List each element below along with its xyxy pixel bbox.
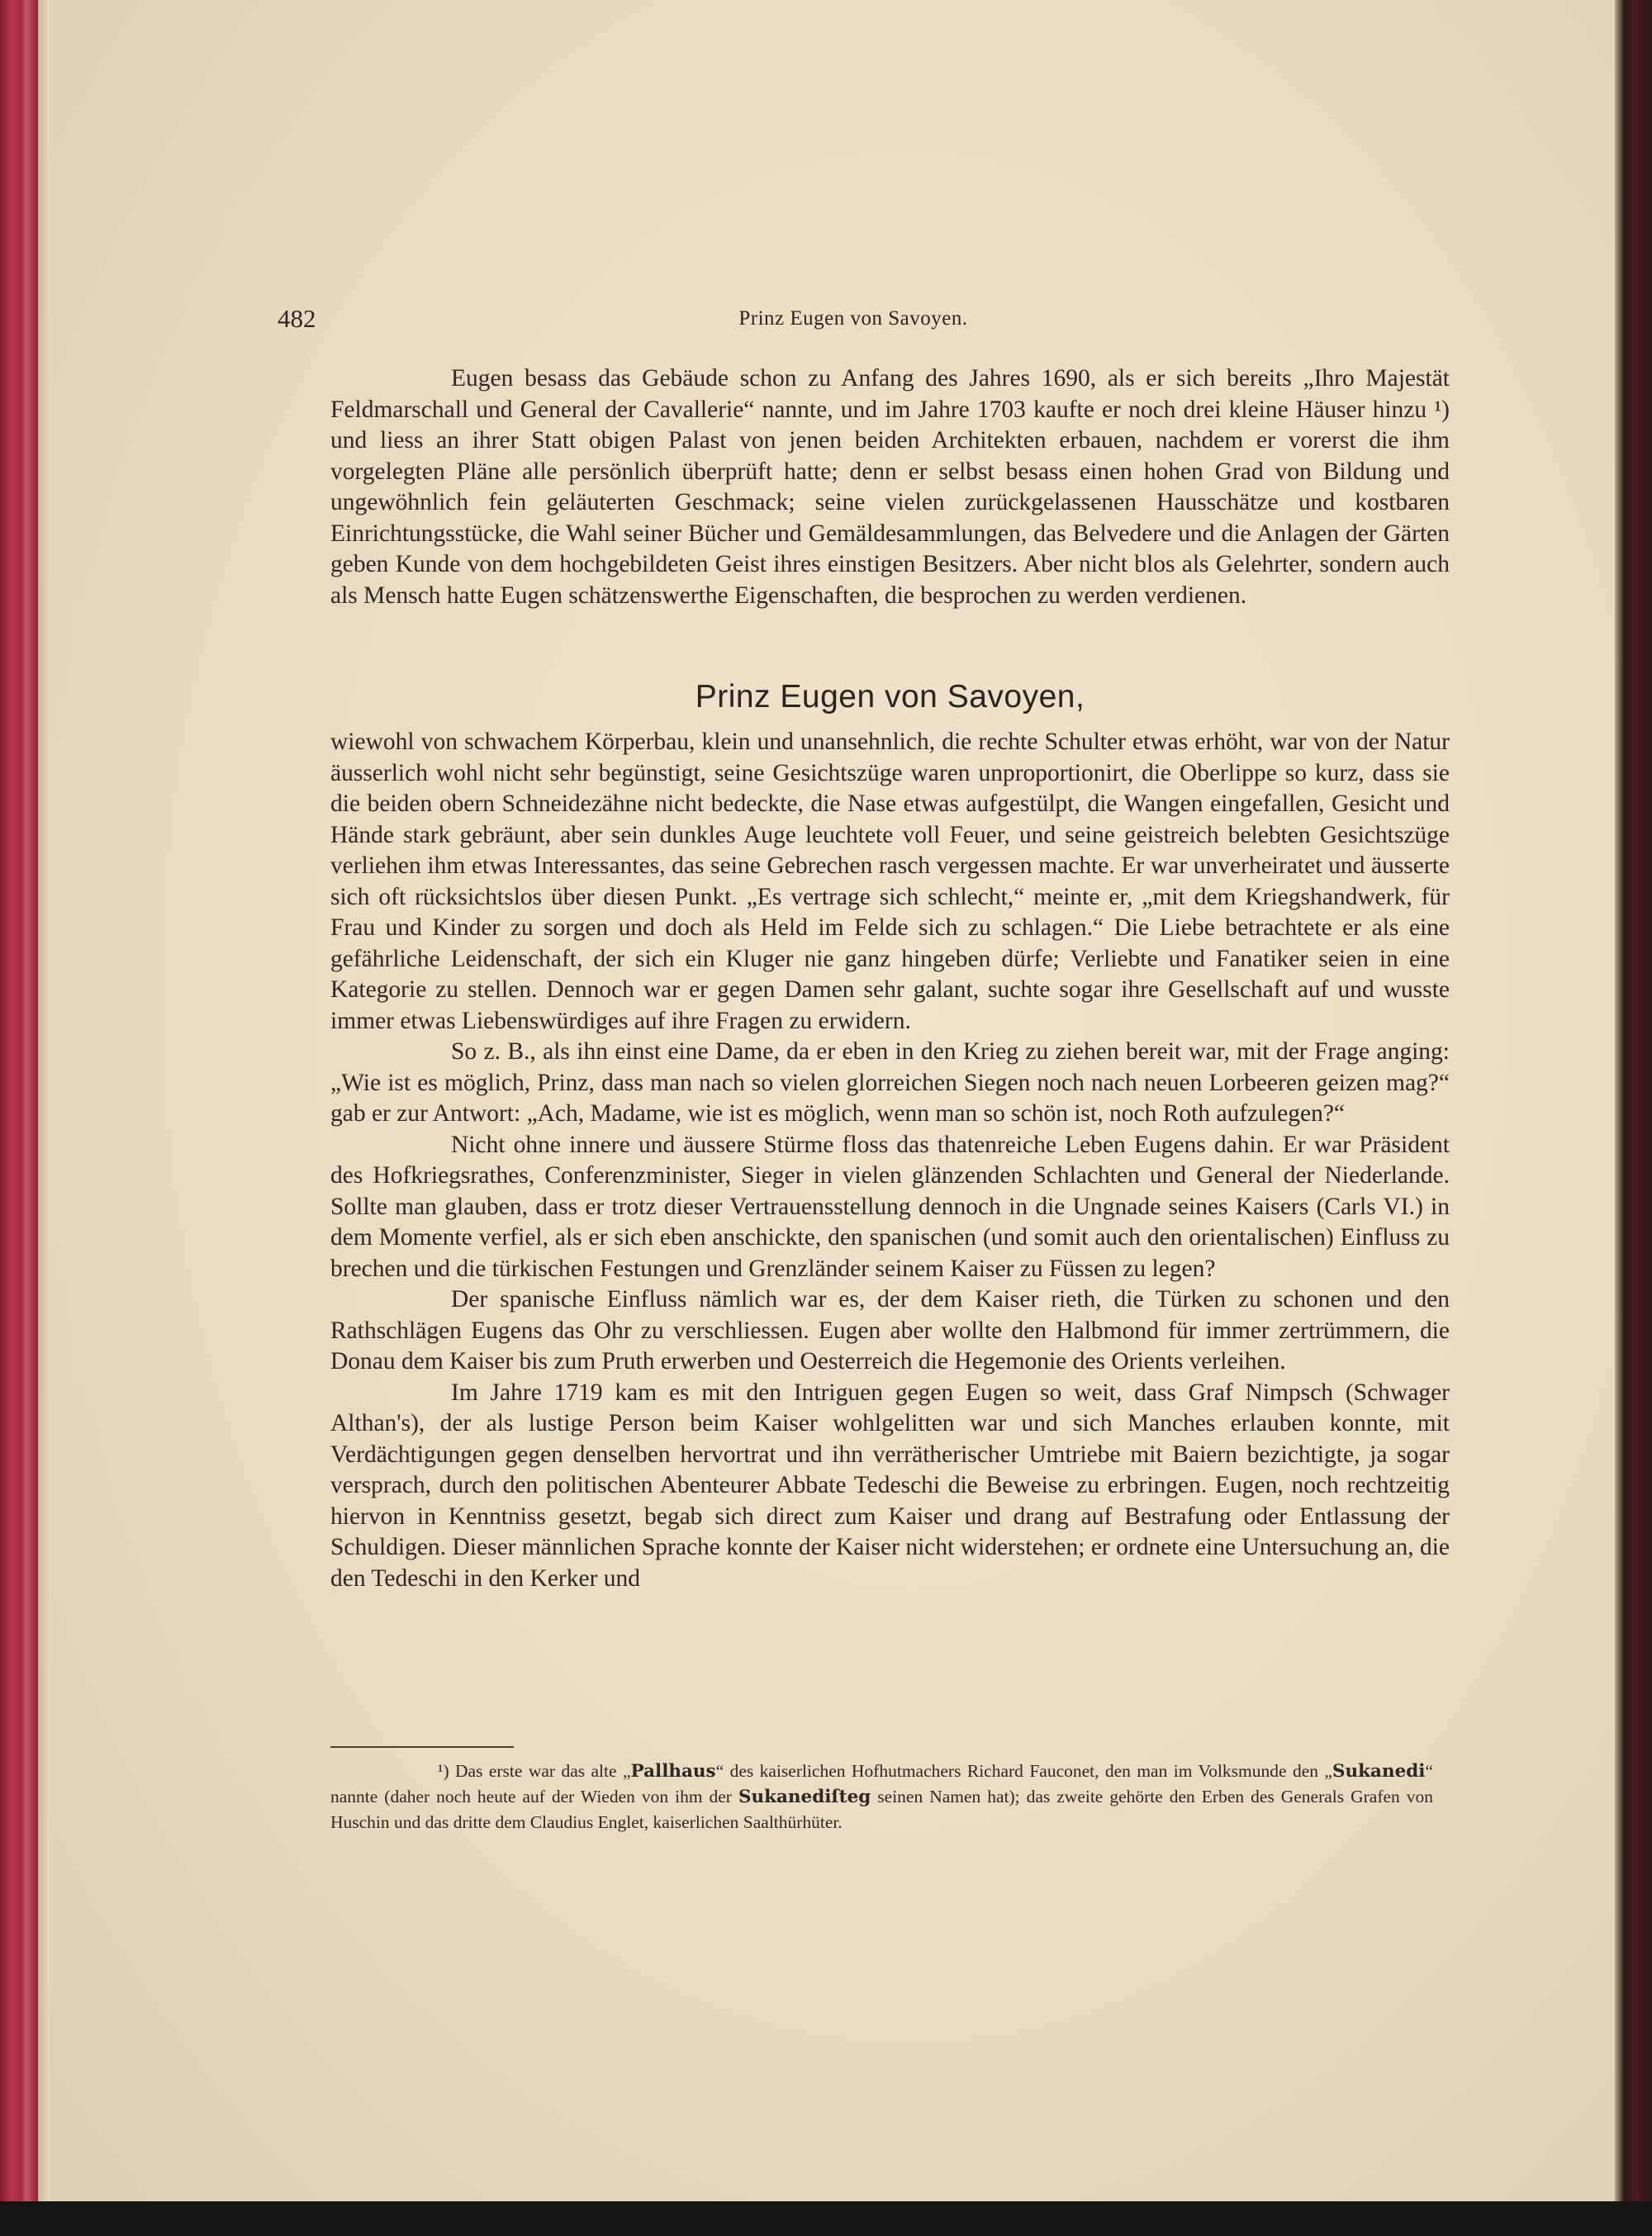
paragraph: Im Jahre 1719 kam es mit den Intriguen gegen Eugen so weit, dass Graf Nimpsch (Schwager Althan's), der als lustige Person beim Kaiser wohlgelitten war und sich Manches erlauben konnte, mit Verdächtigungen gegen denselben hervortrat und ihn verrätherischer Umtriebe mit Baiern bezichtigte, ja sogar versprach, durch den politischen Abenteurer Abbate Tedeschi die Beweise zu erbringen. Eugen, noch rechtzeitig hiervon in Kenntniss gesetzt, begab sich direct zum Kaiser und drang auf Bestrafung oder Entlassung der Schuldigen. Dieser männlichen Sprache konnte der Kaiser nicht widerstehen; er ordnete eine Untersuchung an, die den Tedeschi in den Kerker und: [330, 1379, 1450, 1592]
page-number: 482: [278, 304, 316, 333]
running-title: Prinz Eugen von Savoyen.: [738, 307, 968, 330]
paragraph: wiewohl von schwachem Körperbau, klein und unansehnlich, die rechte Schulter etwas erhöht, war von der Natur äusserlich wohl nicht sehr begünstigt, seine Gesichtszüge waren unproportionirt, die Oberlippe so kurz, dass sie die beiden obern Schneidezähne nicht bedeckte, die Nase etwas aufgestülpt, die Wangen eingefallen, Gesicht und Hände stark gebräunt, aber sein dunkles Auge leuchtete voll Feuer, und seine geistreich belebten Gesichtszüge verliehen ihm etwas Interessantes, das seine Gebrechen rasch vergessen machte. Er war unverheiratet und äusserte sich oft rücksichtslos über diesen Punkt. „Es vertrage sich schlecht,“ meinte er, „mit dem Kriegshandwerk, für Frau und Kinder zu sorgen und doch als Held im Felde sich zu schlagen.“ Die Liebe betrachtete er als eine gefährliche Leidenschaft, der sich ein Kluger nie ganz hingeben dürfe; Verliebte und Fanatiker seien in eine Kategorie zu stellen. Dennoch war er gegen Damen sehr galant, suchte sogar ihre Gesellschaft auf und wusste immer etwas Liebenswürdiges auf ihre Fragen zu erwidern.: [330, 729, 1450, 1034]
gothic-term: Pallhaus: [630, 1761, 716, 1782]
book-binding: [0, 0, 38, 2236]
footnote: [330, 1759, 1433, 1835]
gothic-term: Sukanediſteg: [738, 1787, 871, 1807]
page-edge-shadow: [1615, 0, 1623, 2201]
footnote-part: “ des kaiserlichen Hofhutmachers Richard Fauconet, den man im Volksmunde den „: [715, 1761, 1332, 1781]
paragraph: Nicht ohne innere und äussere Stürme floss das thatenreiche Leben Eugens dahin. Er war Präsident des Hofkriegsrathes, Conferenzminister, Sieger in vielen glänzenden Schlachten und General der Niederlande. Sollte man glauben, dass er trotz dieser Vertrauensstellung dennoch in die Ungnade seines Kaisers (Carls VI.) in dem Momente verfiel, als er sich eben anschickte, den spanischen (und somit auch den orientalischen) Einfluss zu brechen und die türkischen Festungen und Grenzländer seinem Kaiser zu Füssen zu legen?: [330, 1131, 1450, 1282]
footnote-part: Das erste war das alte „: [455, 1761, 631, 1781]
body-text: [330, 727, 1450, 1594]
fore-edge: [1623, 0, 1652, 2201]
footnote-part: seinen Namen hat); das zweite gehörte den Erben des Generals Grafen von Huschin und das dritte dem Claudius Englet, kaiserlichen Saalthürhüter.: [330, 1787, 1433, 1832]
footnote-marker: ¹): [438, 1761, 449, 1781]
footnote-part: “ nannte (daher noch heute auf der Wieden von ihm der: [330, 1761, 1433, 1806]
footnote-rule: [330, 1746, 514, 1748]
page-header: [278, 304, 1429, 337]
section-heading: Prinz Eugen von Savoyen,: [695, 679, 1085, 714]
footnote-text: [330, 1759, 1433, 1835]
paragraph: So z. B., als ihn einst eine Dame, da er eben in den Krieg zu ziehen bereit war, mit der Frage anging: „Wie ist es möglich, Prinz, dass man nach so vielen glorreichen Siegen noch nach neuen Lorbeeren geizen mag?“ gab er zur Antwort: „Ach, Madame, wie ist es möglich, wenn man so schön ist, noch Roth aufzulegen?“: [330, 1038, 1450, 1127]
intro-text: [330, 363, 1450, 611]
binding-edge: [38, 0, 50, 2236]
gothic-term: Sukanedi: [1332, 1761, 1426, 1782]
paragraph: Der spanische Einfluss nämlich war es, der dem Kaiser rieth, die Türken zu schonen und den Rathschlägen Eugens das Ohr zu verschliessen. Eugen aber wollte den Halbmond für immer zertrümmern, die Donau dem Kaiser bis zum Pruth erwerben und Oesterreich die Hegemonie des Orients verleihen.: [330, 1286, 1450, 1374]
paragraph: Eugen besass das Gebäude schon zu Anfang des Jahres 1690, als er sich bereits „Ihro Majestät Feldmarschall und General der Cavallerie“ nannte, und im Jahre 1703 kaufte er noch drei kleine Häuser hinzu ¹) und liess an ihrer Statt obigen Palast von jenen beiden Architekten erbauen, nachdem er vorerst die ihm vorgelegten Pläne alle persönlich überprüft hatte; denn er selbst besass einen hohen Grad von Bildung und ungewöhnlich fein geläuterten Geschmack; seine vielen zurückgelassenen Hausschätze und kostbaren Einrichtungsstücke, die Wahl seiner Bücher und Gemäldesammlungen, das Belvedere und die Anlagen der Gärten geben Kunde von dem hochgebildeten Geist ihres einstigen Besitzers. Aber nicht blos als Gelehrter, sondern auch als Mensch hatte Eugen schätzenswerthe Eigenschaften, die besprochen zu werden verdienen.: [330, 365, 1450, 609]
background: [0, 2201, 1652, 2236]
